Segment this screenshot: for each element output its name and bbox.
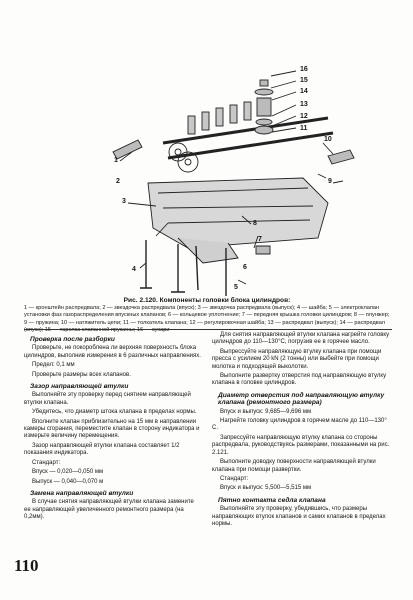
page-number: 110 xyxy=(14,556,39,575)
callout-label: 14 xyxy=(300,88,308,95)
callout-label: 1 xyxy=(114,157,118,164)
caption-title: Рис. 2.120. Компоненты головки блока цилиндров: xyxy=(123,297,291,304)
paragraph: Проверьте размеры всех клапанов. xyxy=(32,371,131,378)
paragraph: Предел: 0,1 мм xyxy=(32,362,75,369)
section-heading: Пятно контакта седла клапана xyxy=(218,496,326,504)
right-column xyxy=(212,332,390,530)
callout-label: 3 xyxy=(122,198,126,205)
paragraph: Выполняйте эту проверку перед снятием направляющей втулки клапана. xyxy=(24,392,191,406)
paragraph: Впуск — 0,020—0,050 мм xyxy=(32,469,104,476)
callout-label: 6 xyxy=(243,264,247,271)
paragraph: Выполняйте эту проверку, убедившись, что размеры направляющих втулок клапанов и самих клапанов в пределах нормы. xyxy=(212,506,386,527)
callout-label: 12 xyxy=(300,113,308,120)
paragraph: Впуск и выпуск: 5,500—5,515 мм xyxy=(220,485,312,492)
paragraph: Стандарт: xyxy=(32,459,61,466)
callout-label: 13 xyxy=(300,101,308,108)
paragraph: Впуск и выпуск: 9,685—9,696 мм xyxy=(220,408,312,415)
paragraph: В случае снятия направляющей втулки клапана замените ее направляющей увеличенного ремонтного размера (на 0,2мм). xyxy=(24,499,194,521)
callout-label: 15 xyxy=(300,77,308,84)
paragraph: Для снятия направляющей втулки клапана нагрейте головку цилиндров до 110—130°С, погрузив ее в горячее масло. xyxy=(212,332,390,346)
section-heading: Замена направляющей втулки xyxy=(30,489,134,497)
paragraph: Выполните развертку отверстия под направляющую втулку клапана в головке цилиндров. xyxy=(212,373,387,387)
callout-label: 2 xyxy=(116,178,120,185)
callout-label: 11 xyxy=(300,125,308,132)
paragraph: Стандарт: xyxy=(220,475,249,482)
section-heading: Проверка после разборки xyxy=(30,336,115,343)
paragraph: Запрессуйте направляющую втулку клапана со стороны распредвала, руководствуясь размерами, показанными на рис. 2.121. xyxy=(212,434,390,456)
paragraph: Убедитесь, что диаметр штока клапана в пределах нормы. xyxy=(32,409,197,416)
paragraph: Нагрейте головку цилиндров в горячем масле до 110—130° С. xyxy=(212,418,387,432)
paragraph: Выпрессуйте направляющую втулку клапана при помощи пресса с усилием 20 kN (2 тонны) или выбейте при помощи молотка и подходящей выколотки. xyxy=(212,348,382,370)
callout-label: 5 xyxy=(234,284,238,291)
callout-label: 7 xyxy=(258,236,262,243)
exploded-diagram xyxy=(28,58,392,298)
section-heading: Диаметр отверстия под направляющую втулку клапана (ремонтного размера) xyxy=(218,391,385,407)
callout-label: 16 xyxy=(300,66,308,73)
paragraph: Зазор направляющей втулки клапана составляет 1/2 показания индикатора. xyxy=(24,442,180,457)
paragraph: Выпуск — 0,040—0,070 м xyxy=(32,478,104,485)
section-heading: Зазор направляющей втулки xyxy=(30,383,129,391)
left-column xyxy=(24,332,202,524)
paragraph: Вполните клапан приблизительно на 15 мм в направлении камеры сгорания, переместите клапан в сторону индикатора и измерьте величину перемещения. xyxy=(24,418,200,440)
caption-text: 1 — кронштейн распредвала; 2 — звездочка распредвала (впуск); 3 — звездочка распредвала (выпуск); 4 — шайба; 5 — электроклапан установки фаз газораспределения впускных клапанов; 6 — кольцевое уплотнение; 7 — передняя крышка головки цилиндров; 8 — плунжер; 9 — пружина; 10 — натяжитель цепи; 11 — толкатель клапана; 12 — регулировочная шайба; 13 — распредвал (выпуск); 14 — распредвал xyxy=(24,305,390,326)
divider xyxy=(24,329,392,330)
paragraph: Выполните доводку поверхности направляющей втулки клапана при помощи развертки. xyxy=(212,459,376,473)
paragraph: Проверьте, не покороблена ли верхняя поверхность блока цилиндров, выполнив измерения в 6 различных направлениях. xyxy=(24,345,201,359)
callout-label: 9 xyxy=(328,178,332,185)
callout-label: 10 xyxy=(324,136,332,143)
callout-label: 4 xyxy=(132,266,136,273)
cylinder-head-drawing xyxy=(28,58,392,298)
callout-label: 8 xyxy=(253,220,257,227)
